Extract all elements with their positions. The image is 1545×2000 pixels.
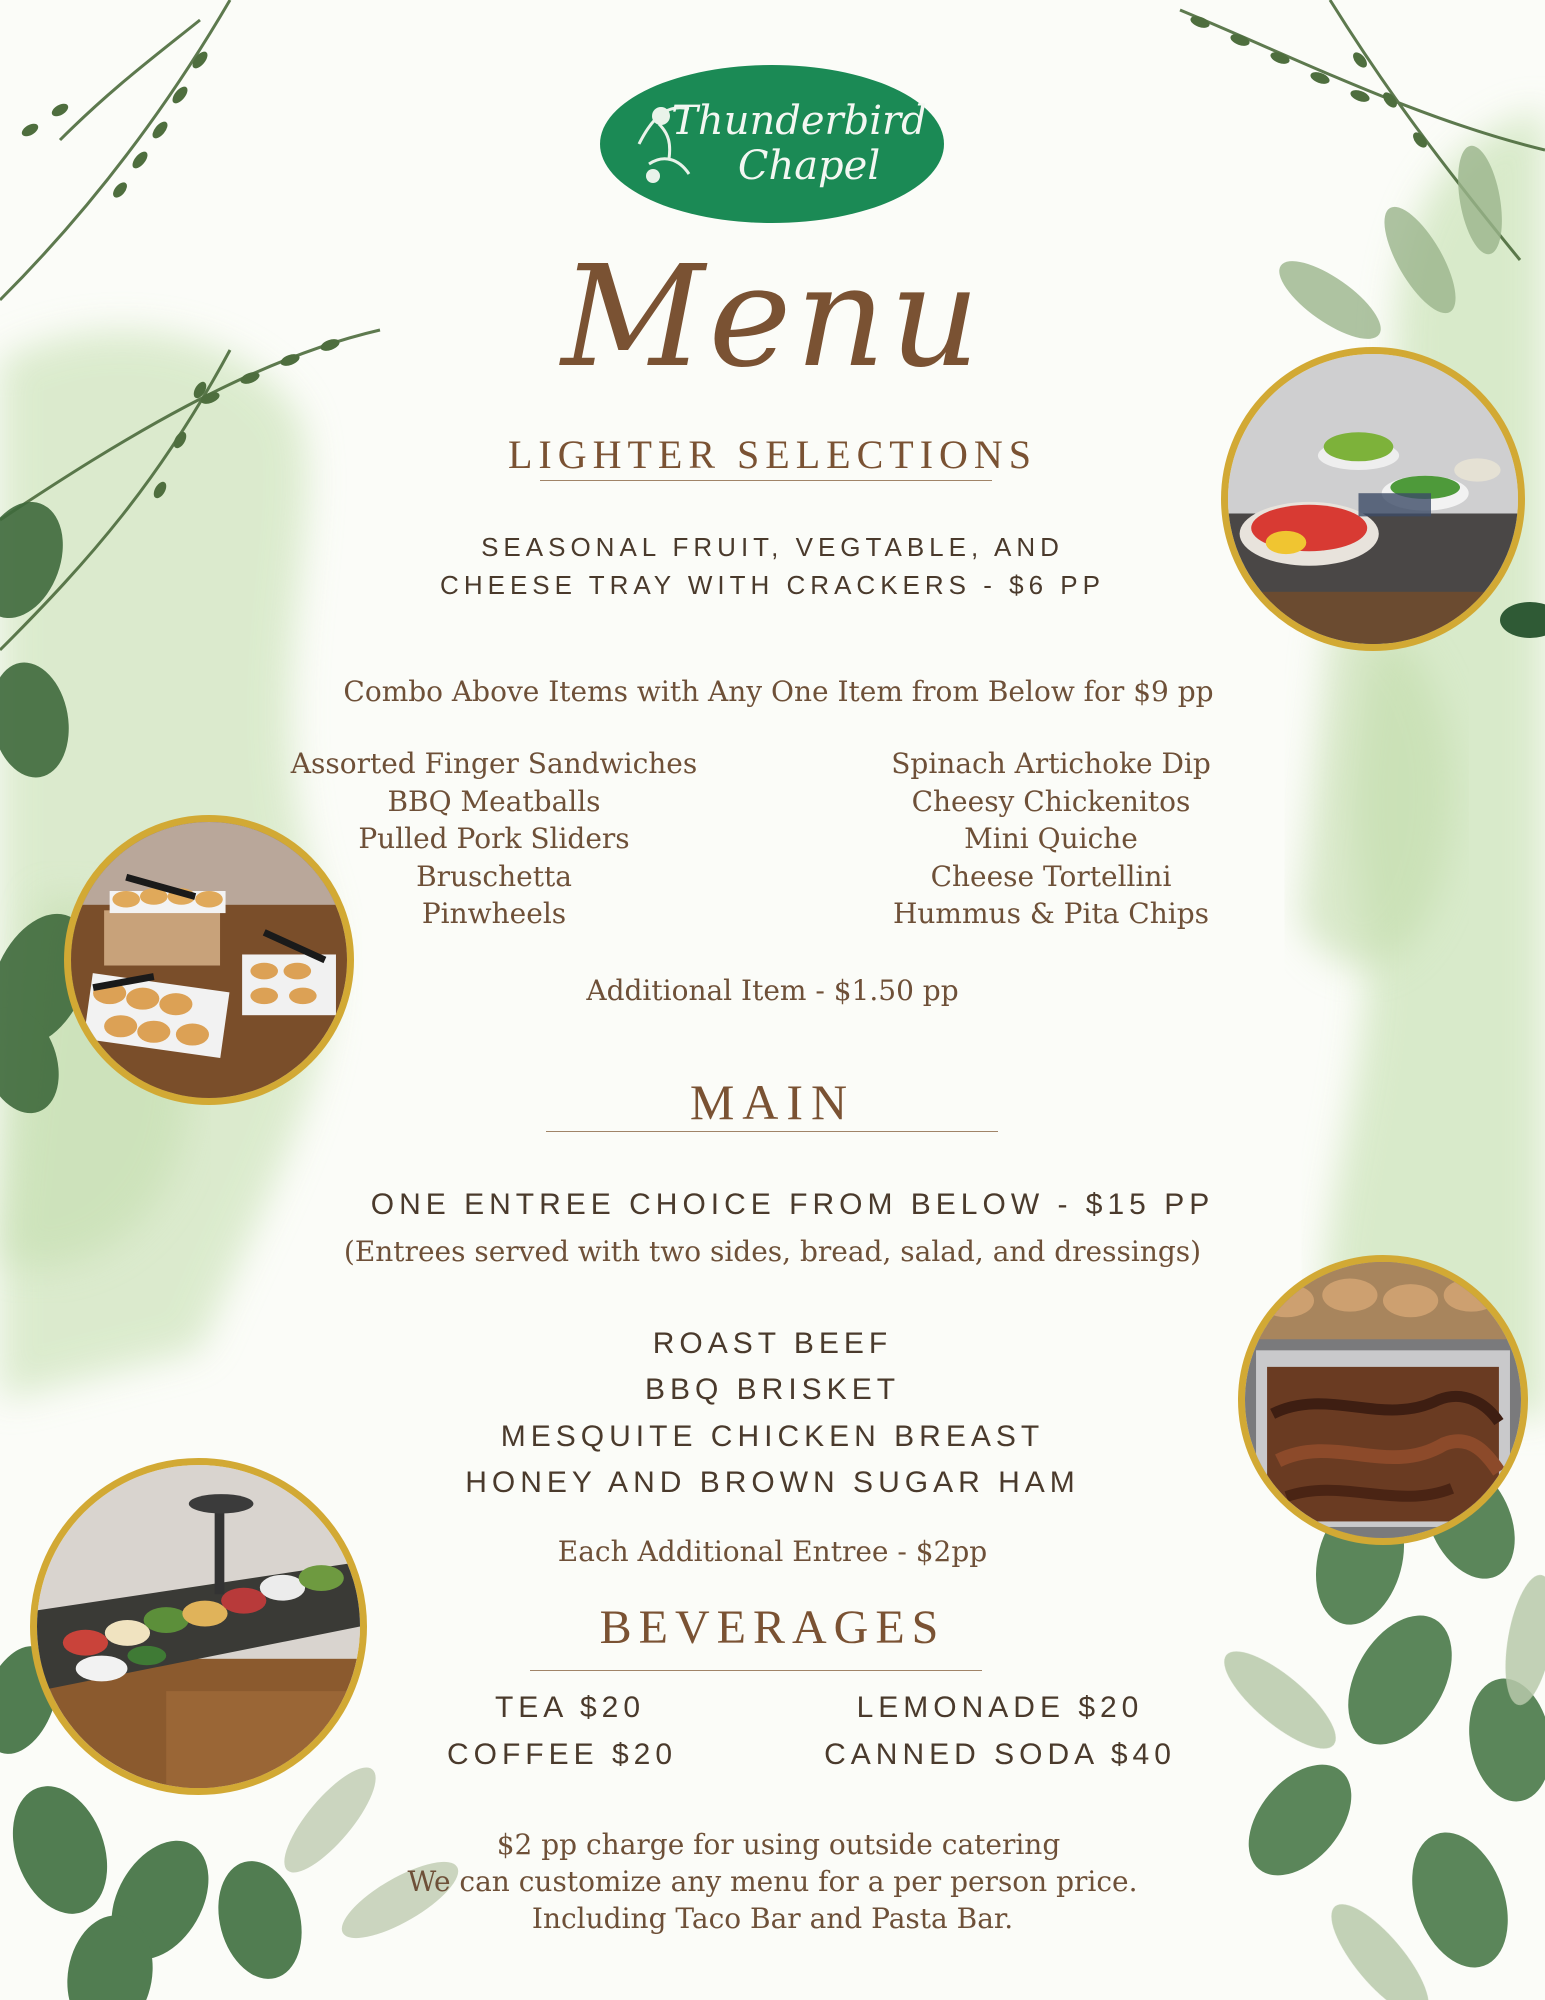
tray-line-1: SEASONAL FRUIT, VEGTABLE, AND — [481, 532, 1064, 562]
entree-item: BBQ BRISKET — [644, 1373, 901, 1406]
list-item: Mini Quiche — [964, 822, 1138, 855]
list-item: Spinach Artichoke Dip — [891, 747, 1211, 780]
footer-line: $2 pp charge for using outside catering — [496, 1828, 1061, 1861]
main-heading: MAIN — [689, 1074, 856, 1130]
list-item: Pinwheels — [421, 897, 567, 930]
beverages-heading-rule — [530, 1670, 982, 1671]
entree-item: ROAST BEEF — [652, 1327, 893, 1360]
logo-text-line2: Chapel — [737, 143, 881, 189]
combo-text: Combo Above Items with Any One Item from Below for $9 pp — [343, 675, 1214, 708]
list-item: BBQ Meatballs — [387, 784, 601, 818]
beverage-item: TEA $20 — [494, 1691, 646, 1724]
additional-item-text: Additional Item - $1.50 pp — [586, 974, 959, 1007]
entree-choice-text: ONE ENTREE CHOICE FROM BELOW - $15 PP — [370, 1188, 1215, 1221]
fruit-tray-photo — [1221, 347, 1525, 651]
thunderbird-chapel-logo — [599, 64, 945, 224]
beverages-heading: BEVERAGES — [599, 1601, 946, 1654]
lighter-selections-heading: LIGHTER SELECTIONS — [507, 432, 1038, 477]
footer-line: We can customize any menu for a per person price. — [407, 1865, 1138, 1898]
charcuterie-table-photo — [30, 1458, 367, 1795]
entree-item: MESQUITE CHICKEN BREAST — [500, 1420, 1045, 1453]
lighter-heading-rule — [540, 480, 992, 481]
additional-entree-text: Each Additional Entree - $2pp — [557, 1535, 988, 1568]
list-item: Bruschetta — [416, 859, 572, 893]
menu-title: Menu — [561, 236, 984, 399]
list-item: Cheesy Chickenitos — [911, 784, 1191, 818]
footer-line: Including Taco Bar and Pasta Bar. — [531, 1902, 1014, 1935]
list-item: Assorted Finger Sandwiches — [290, 747, 698, 780]
logo-text-line1: Thunderbird — [671, 98, 927, 144]
sliders-photo — [64, 815, 354, 1105]
list-item: Cheese Tortellini — [930, 859, 1172, 893]
beverage-item: LEMONADE $20 — [856, 1691, 1144, 1724]
entree-note-text: (Entrees served with two sides, bread, salad, and dressings) — [343, 1235, 1202, 1268]
brisket-photo — [1238, 1255, 1528, 1545]
tray-line-2: CHEESE TRAY WITH CRACKERS - $6 PP — [440, 570, 1105, 600]
list-item: Pulled Pork Sliders — [358, 822, 630, 855]
entree-item: HONEY AND BROWN SUGAR HAM — [465, 1466, 1080, 1499]
right-items-list — [858, 745, 1244, 933]
beverage-item: COFFEE $20 — [446, 1738, 678, 1771]
main-heading-rule — [546, 1131, 998, 1132]
beverage-item: CANNED SODA $40 — [824, 1738, 1176, 1771]
list-item: Hummus & Pita Chips — [892, 897, 1210, 930]
